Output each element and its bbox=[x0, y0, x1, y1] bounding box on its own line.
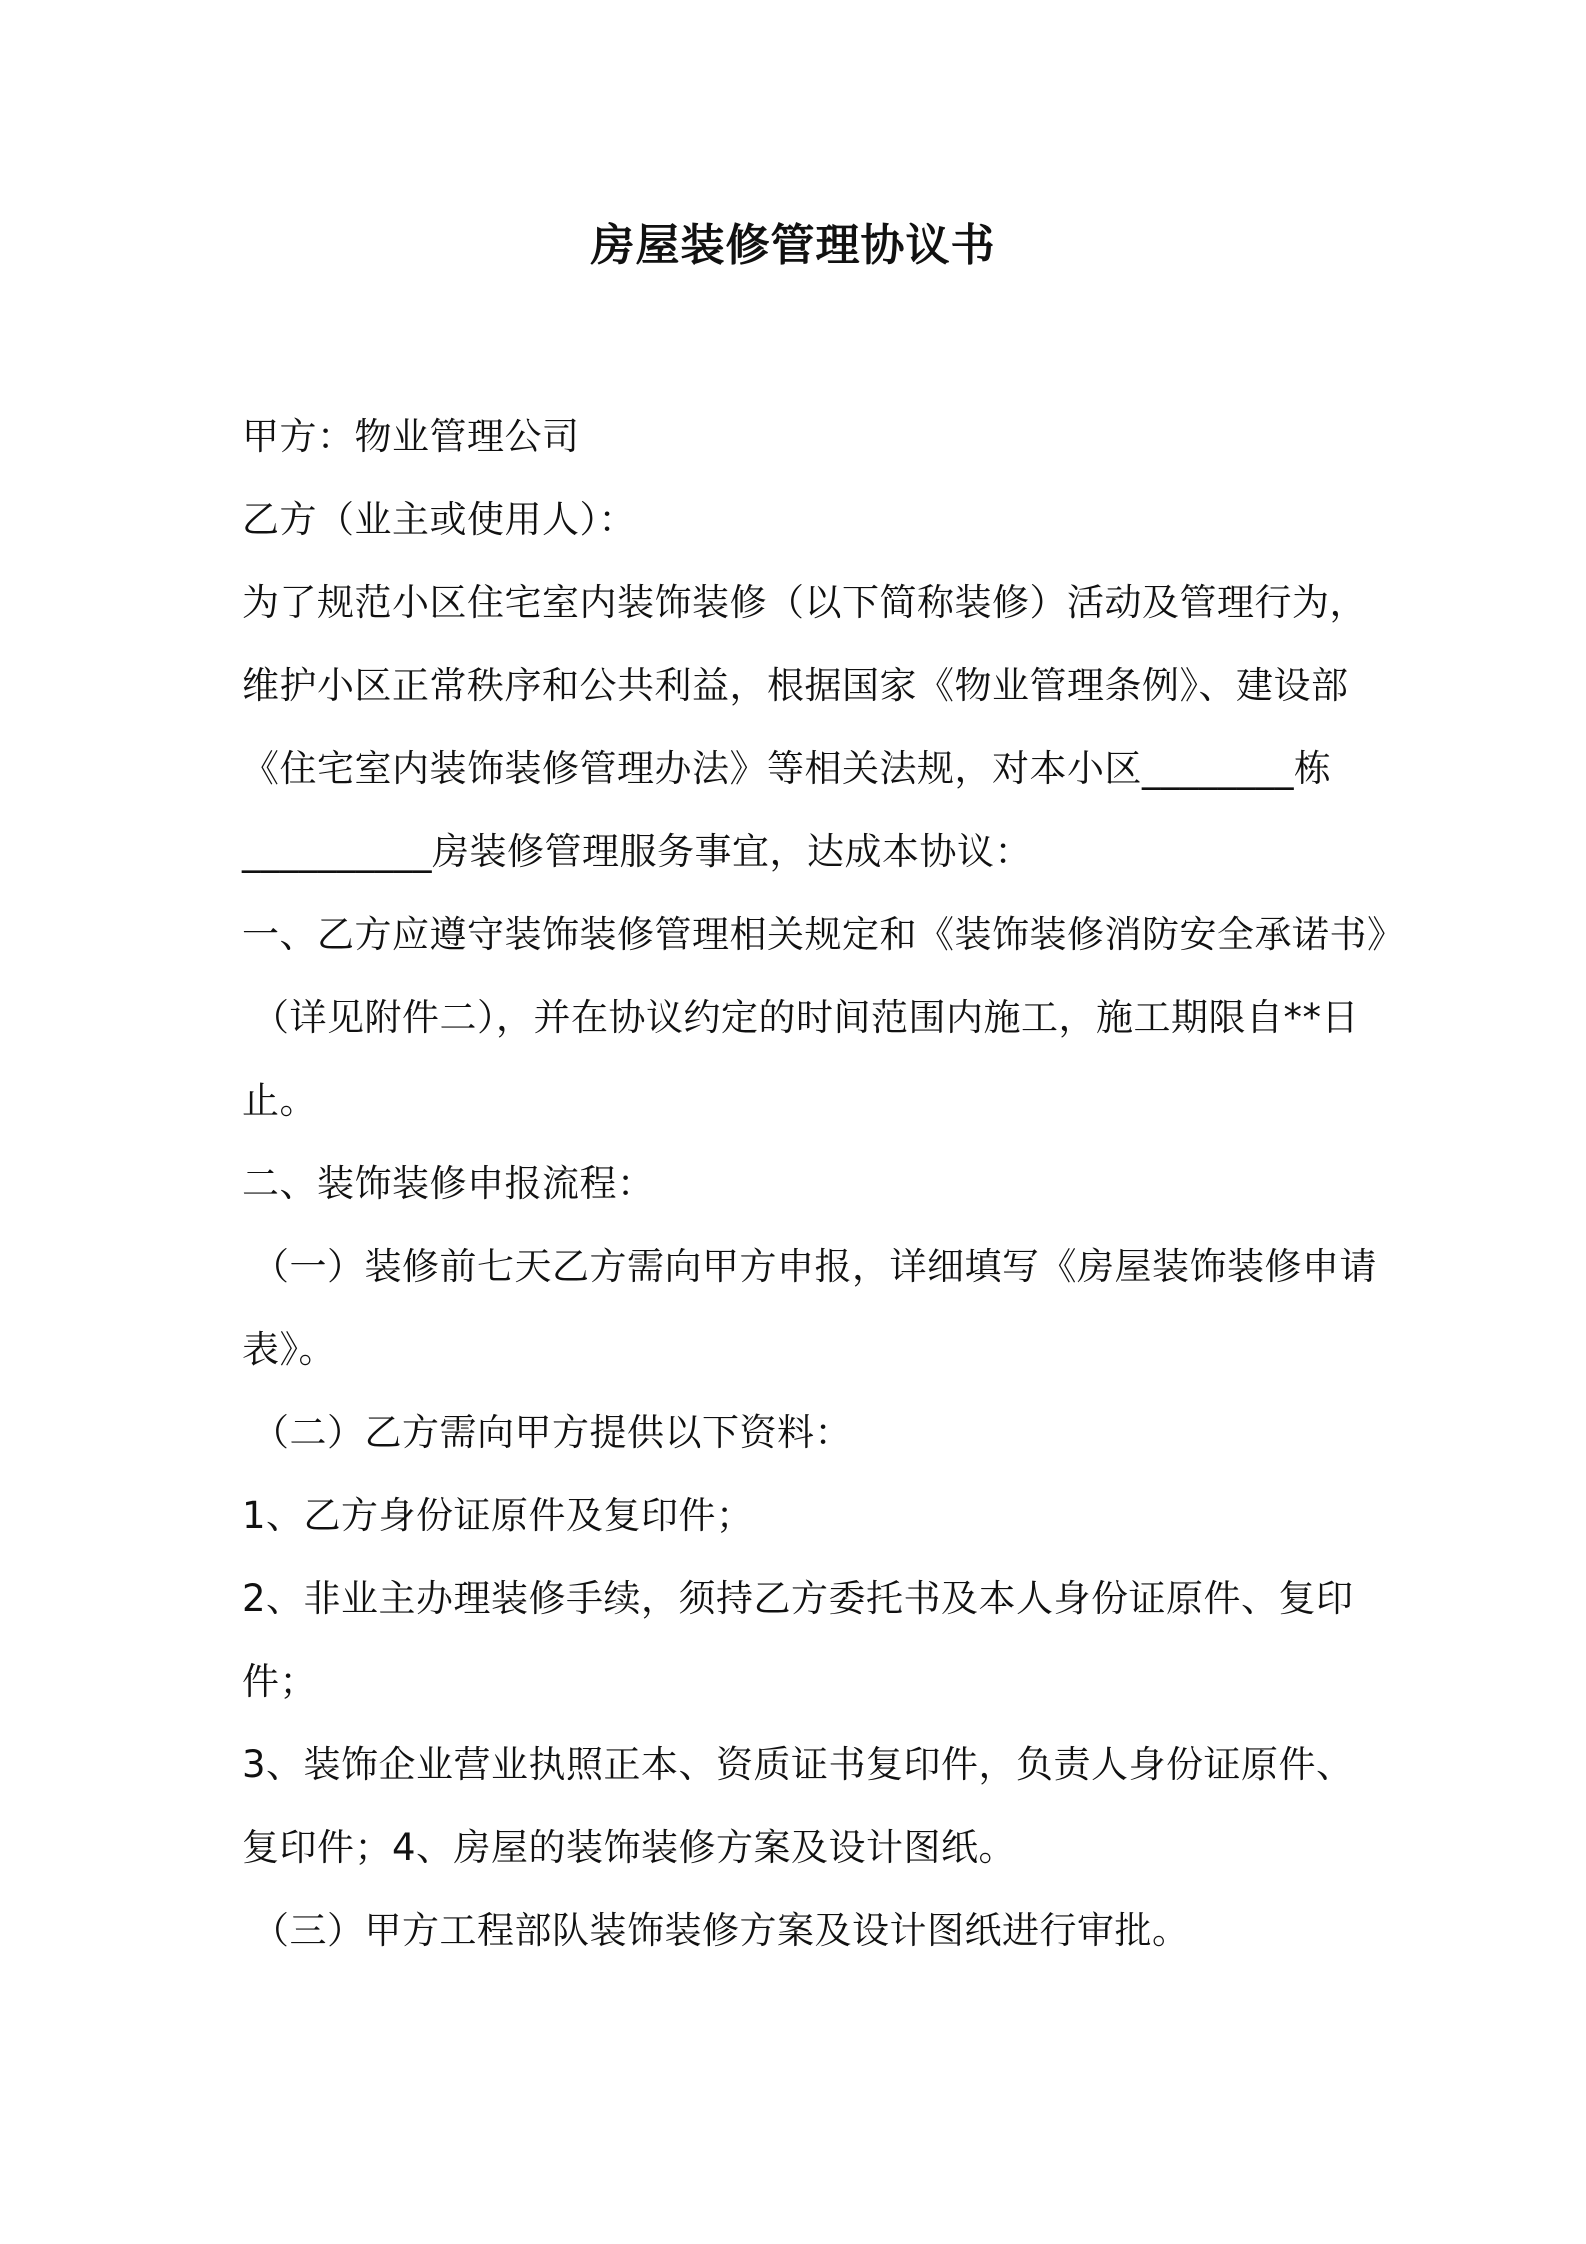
list-item-3-line-1: 3、装饰企业营业执照正本、资质证书复印件，负责人身份证原件、 bbox=[242, 1743, 1354, 1786]
list-item-2-line-2: 件； bbox=[242, 1660, 317, 1703]
clause-1-line-1: 一、乙方应遵守装饰装修管理相关规定和《装饰装修消防安全承诺书》 bbox=[242, 913, 1405, 956]
list-item-3-line-2: 复印件；4、房屋的装饰装修方案及设计图纸。 bbox=[242, 1826, 1017, 1869]
preamble-line-4: __________房装修管理服务事宜，达成本协议： bbox=[242, 830, 1032, 873]
clause-2-1-line-1: （一）装修前七天乙方需向甲方申报，详细填写《房屋装饰装修申请 bbox=[252, 1245, 1377, 1288]
preamble-line-1: 为了规范小区住宅室内装饰装修（以下简称装修）活动及管理行为， bbox=[242, 581, 1367, 624]
clause-1-line-3: 止。 bbox=[242, 1079, 317, 1122]
list-item-1: 1、乙方身份证原件及复印件； bbox=[242, 1494, 754, 1537]
document-title: 房屋装修管理协议书 bbox=[590, 220, 996, 271]
clause-2-heading: 二、装饰装修申报流程： bbox=[242, 1162, 655, 1205]
list-item-2-line-1: 2、非业主办理装修手续，须持乙方委托书及本人身份证原件、复印 bbox=[242, 1577, 1354, 1620]
clause-1-line-2: （详见附件二），并在协议约定的时间范围内施工，施工期限自**日 bbox=[252, 996, 1359, 1039]
preamble-line-3: 《住宅室内装饰装修管理办法》等相关法规，对本小区________栋 bbox=[242, 747, 1332, 790]
clause-2-2-heading: （二）乙方需向甲方提供以下资料： bbox=[252, 1411, 852, 1454]
clause-2-1-line-2: 表》。 bbox=[242, 1328, 336, 1371]
party-b-line: 乙方（业主或使用人）： bbox=[242, 498, 636, 541]
party-a-line: 甲方：物业管理公司 bbox=[242, 415, 580, 458]
preamble-line-2: 维护小区正常秩序和公共利益，根据国家《物业管理条例》、建设部 bbox=[242, 664, 1349, 707]
clause-2-3-line: （三）甲方工程部队装饰装修方案及设计图纸进行审批。 bbox=[252, 1909, 1190, 1952]
